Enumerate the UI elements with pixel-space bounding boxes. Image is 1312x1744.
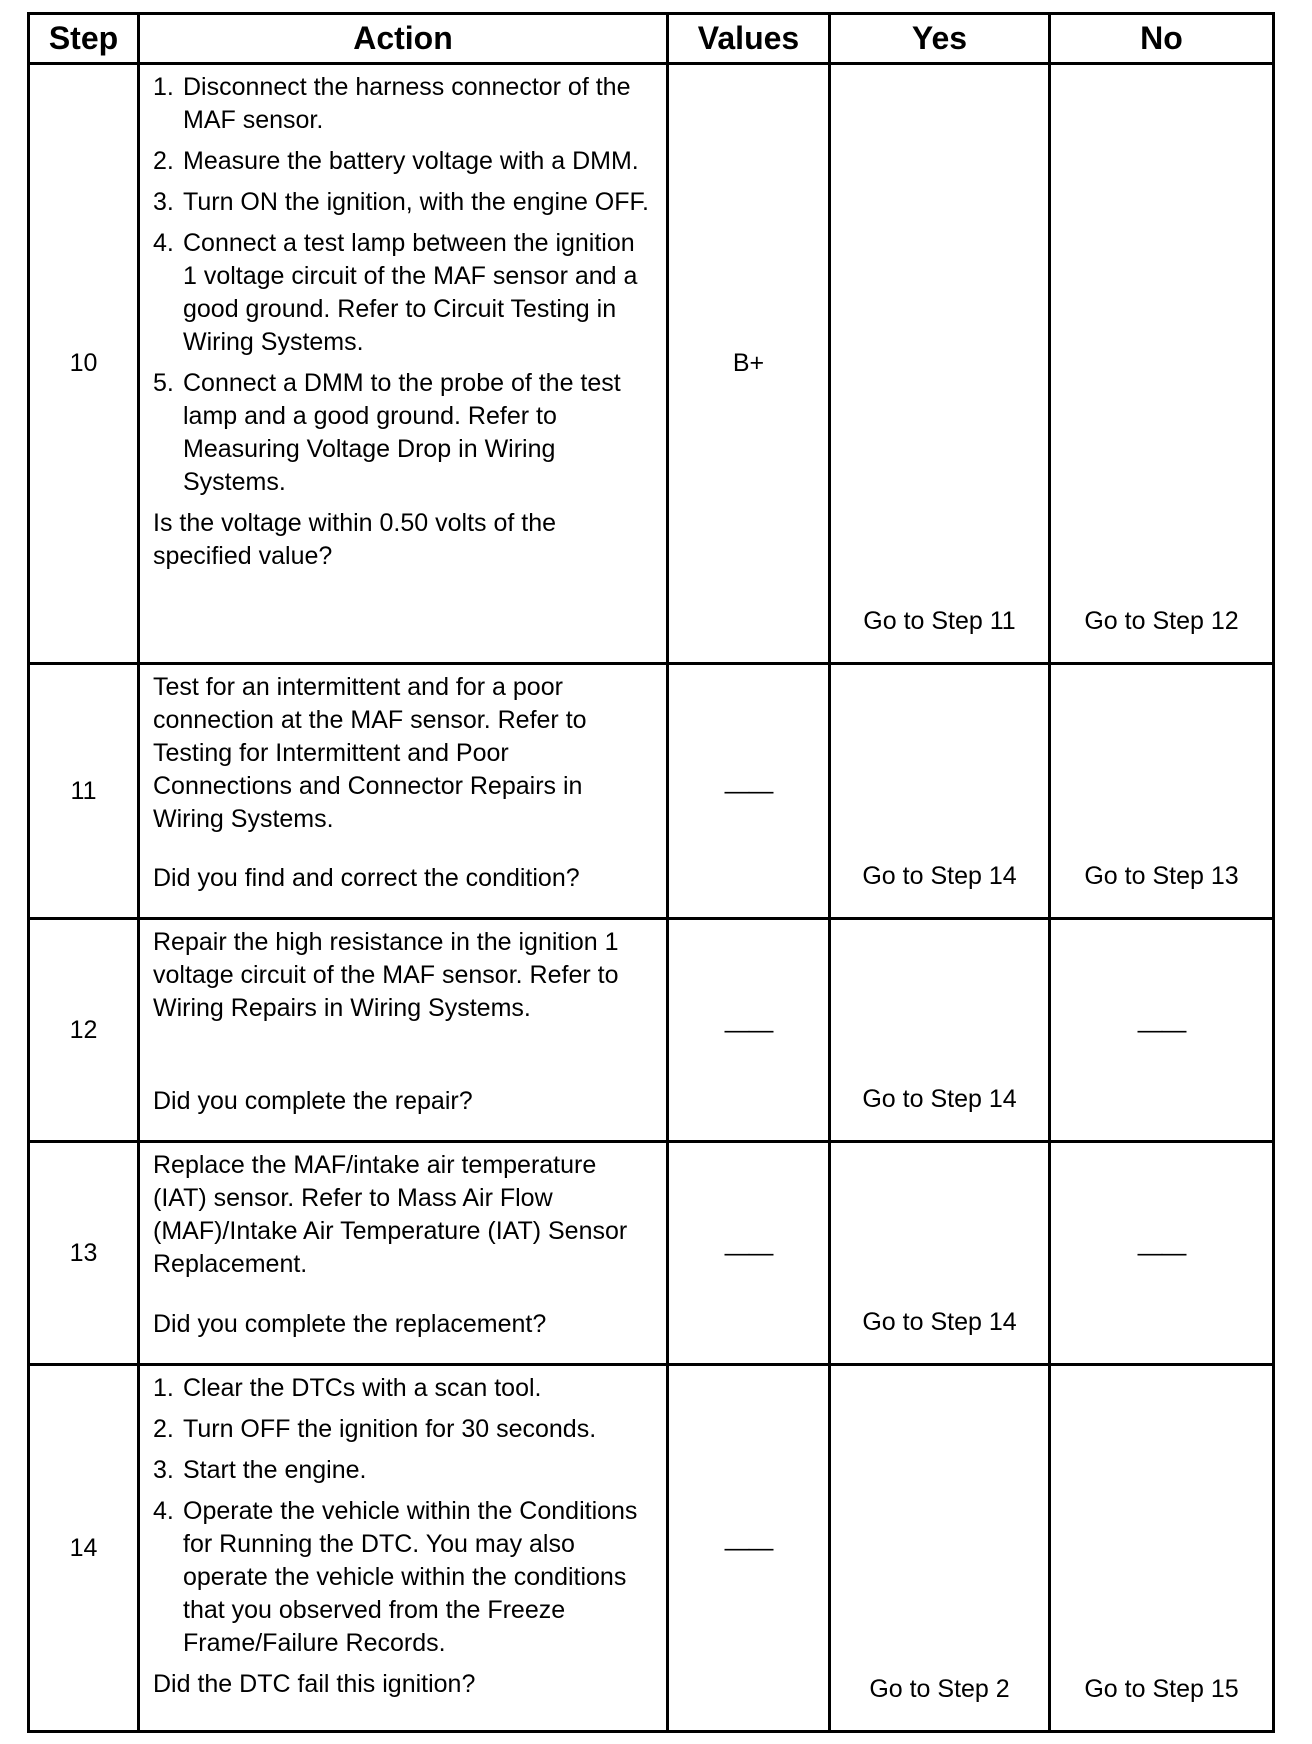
step-number: 11 xyxy=(29,664,139,919)
no-cell: Go to Step 15 xyxy=(1050,1365,1274,1732)
action-text: Test for an intermittent and for a poor connection at the MAF sensor. Refer to Testing for Intermittent and Poor Connections and Connector Repairs in Wiring Systems. xyxy=(153,673,587,833)
values-cell: B+ xyxy=(668,64,830,664)
action-step-text: Measure the battery voltage with a DMM. xyxy=(183,147,639,175)
action-cell xyxy=(139,1365,668,1732)
action-cell xyxy=(139,1142,668,1365)
step-number: 14 xyxy=(29,1365,139,1732)
action-question: Did you find and correct the condition? xyxy=(153,864,580,892)
action-step xyxy=(153,1413,654,1446)
action-step xyxy=(153,71,654,137)
action-step xyxy=(153,367,654,499)
action-step xyxy=(153,145,654,178)
step-number: 13 xyxy=(29,1142,139,1365)
no-cell: —— xyxy=(1050,919,1274,1142)
action-step-text: Connect a test lamp between the ignition 1 voltage circuit of the MAF sensor and a good ground. Refer to Circuit Testing in Wiring Systems. xyxy=(183,229,638,356)
step-number: 10 xyxy=(29,64,139,664)
action-step-number: 1. xyxy=(153,73,174,101)
action-step-number: 1. xyxy=(153,1374,174,1402)
header-yes: Yes xyxy=(830,14,1050,64)
header-row xyxy=(29,14,1274,64)
action-step-text: Turn ON the ignition, with the engine OFF. xyxy=(183,188,649,216)
action-question: Did you complete the replacement? xyxy=(153,1310,547,1338)
diagnostic-table xyxy=(27,12,1275,1733)
action-question: Did you complete the repair? xyxy=(153,1087,473,1115)
action-step-number: 2. xyxy=(153,1415,174,1443)
values-cell: —— xyxy=(668,1365,830,1732)
action-cell xyxy=(139,64,668,664)
action-step xyxy=(153,227,654,359)
action-step xyxy=(153,1454,654,1487)
action-step xyxy=(153,1372,654,1405)
yes-cell: Go to Step 14 xyxy=(830,664,1050,919)
yes-cell: Go to Step 14 xyxy=(830,1142,1050,1365)
action-text: Replace the MAF/intake air temperature (IAT) sensor. Refer to Mass Air Flow (MAF)/Intake Air Temperature (IAT) Sensor Replacement. xyxy=(153,1151,628,1278)
yes-cell: Go to Step 11 xyxy=(830,64,1050,664)
action-step-text: Turn OFF the ignition for 30 seconds. xyxy=(183,1415,597,1443)
table-row xyxy=(29,664,1274,919)
table-row xyxy=(29,1142,1274,1365)
action-question: Is the voltage within 0.50 volts of the specified value? xyxy=(153,509,557,570)
yes-cell: Go to Step 14 xyxy=(830,919,1050,1142)
action-step-number: 4. xyxy=(153,229,174,257)
step-number: 12 xyxy=(29,919,139,1142)
action-text: Repair the high resistance in the ignition 1 voltage circuit of the MAF sensor. Refer to Wiring Repairs in Wiring Systems. xyxy=(153,928,619,1022)
action-cell xyxy=(139,919,668,1142)
no-cell: —— xyxy=(1050,1142,1274,1365)
table-row xyxy=(29,64,1274,664)
header-step: Step xyxy=(29,14,139,64)
action-step-text: Clear the DTCs with a scan tool. xyxy=(183,1374,542,1402)
values-cell: —— xyxy=(668,919,830,1142)
values-cell: —— xyxy=(668,1142,830,1365)
action-step xyxy=(153,1495,654,1660)
action-step-number: 3. xyxy=(153,188,174,216)
header-no: No xyxy=(1050,14,1274,64)
action-step-text: Operate the vehicle within the Conditions for Running the DTC. You may also operate the vehicle within the conditions that you observed from the Freeze Frame/Failure Records. xyxy=(183,1497,638,1657)
action-cell xyxy=(139,664,668,919)
header-values: Values xyxy=(668,14,830,64)
table-row xyxy=(29,1365,1274,1732)
action-steps-list xyxy=(153,1372,654,1668)
action-step-number: 3. xyxy=(153,1456,174,1484)
values-cell: —— xyxy=(668,664,830,919)
header-action: Action xyxy=(139,14,668,64)
action-step xyxy=(153,186,654,219)
no-cell: Go to Step 13 xyxy=(1050,664,1274,919)
action-question: Did the DTC fail this ignition? xyxy=(153,1670,476,1698)
action-steps-list xyxy=(153,71,654,507)
action-step-number: 5. xyxy=(153,369,174,397)
action-step-number: 4. xyxy=(153,1497,174,1525)
no-cell: Go to Step 12 xyxy=(1050,64,1274,664)
action-step-text: Start the engine. xyxy=(183,1456,367,1484)
action-step-text: Connect a DMM to the probe of the test lamp and a good ground. Refer to Measuring Voltage Drop in Wiring Systems. xyxy=(183,369,621,496)
action-step-number: 2. xyxy=(153,147,174,175)
table-row xyxy=(29,919,1274,1142)
action-step-text: Disconnect the harness connector of the MAF sensor. xyxy=(183,73,631,134)
yes-cell: Go to Step 2 xyxy=(830,1365,1050,1732)
